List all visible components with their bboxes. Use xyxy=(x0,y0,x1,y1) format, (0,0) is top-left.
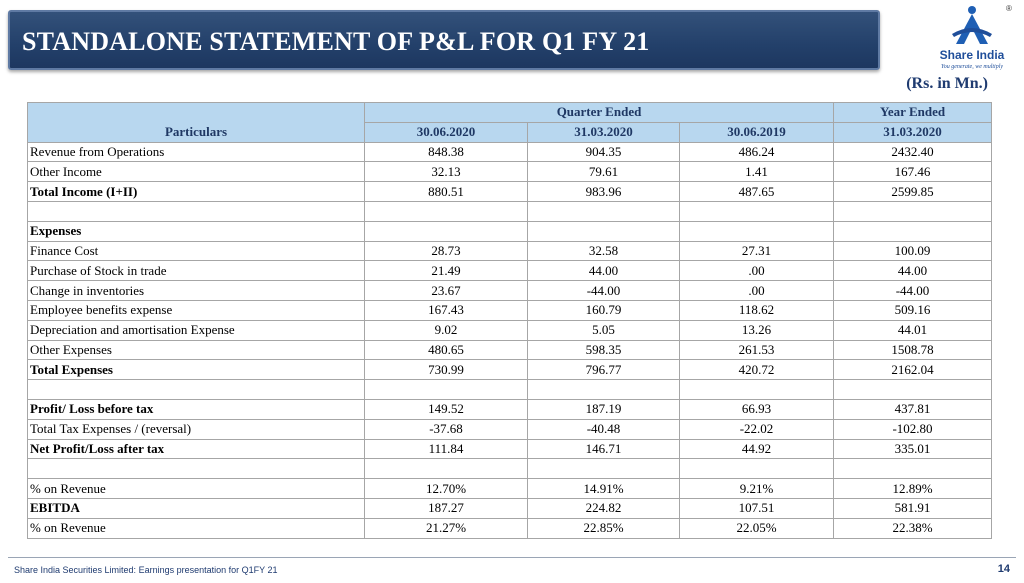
slide-title: STANDALONE STATEMENT OF P&L FOR Q1 FY 21 xyxy=(22,27,650,56)
row-value xyxy=(834,459,992,479)
table-period-header-row xyxy=(28,122,992,142)
table-row xyxy=(28,142,992,162)
table-row xyxy=(28,300,992,320)
logo-tagline: You generate, we multiply xyxy=(940,64,1004,70)
row-label: Depreciation and amortisation Expense xyxy=(28,320,365,340)
row-value xyxy=(365,380,528,400)
table-row xyxy=(28,419,992,439)
row-value: 9.21% xyxy=(680,479,834,499)
row-label: Net Profit/Loss after tax xyxy=(28,439,365,459)
period-header: 31.03.2020 xyxy=(834,122,992,142)
year-ended-header: Year Ended xyxy=(834,103,992,123)
table-row xyxy=(28,360,992,380)
row-value: 224.82 xyxy=(528,498,680,518)
row-value: 581.91 xyxy=(834,498,992,518)
row-value: 107.51 xyxy=(680,498,834,518)
row-label: Total Income (I+II) xyxy=(28,182,365,202)
row-label: Employee benefits expense xyxy=(28,300,365,320)
row-value: 5.05 xyxy=(528,320,680,340)
row-value: 848.38 xyxy=(365,142,528,162)
row-value xyxy=(528,201,680,221)
row-value: -40.48 xyxy=(528,419,680,439)
row-value: 2432.40 xyxy=(834,142,992,162)
row-value: 261.53 xyxy=(680,340,834,360)
table-row xyxy=(28,281,992,301)
row-label: Total Expenses xyxy=(28,360,365,380)
table-row xyxy=(28,479,992,499)
row-value: 146.71 xyxy=(528,439,680,459)
row-value xyxy=(528,221,680,241)
row-value xyxy=(528,380,680,400)
row-label xyxy=(28,201,365,221)
row-value: 118.62 xyxy=(680,300,834,320)
logo-name: Share India xyxy=(939,48,1005,62)
row-value: -44.00 xyxy=(834,281,992,301)
row-value: 9.02 xyxy=(365,320,528,340)
row-value: 32.58 xyxy=(528,241,680,261)
footer-divider xyxy=(8,557,1016,558)
table-row xyxy=(28,518,992,538)
row-value xyxy=(528,459,680,479)
row-label: Purchase of Stock in trade xyxy=(28,261,365,281)
table-row xyxy=(28,498,992,518)
table-row xyxy=(28,399,992,419)
row-value xyxy=(680,459,834,479)
row-label: Profit/ Loss before tax xyxy=(28,399,365,419)
row-value: 187.19 xyxy=(528,399,680,419)
quarter-ended-header: Quarter Ended xyxy=(365,103,834,123)
row-value: 13.26 xyxy=(680,320,834,340)
row-label: % on Revenue xyxy=(28,518,365,538)
row-value: 28.73 xyxy=(365,241,528,261)
row-label xyxy=(28,459,365,479)
row-value: -102.80 xyxy=(834,419,992,439)
row-value: 2599.85 xyxy=(834,182,992,202)
row-value: 22.05% xyxy=(680,518,834,538)
row-value xyxy=(834,221,992,241)
row-value: .00 xyxy=(680,281,834,301)
row-value: 79.61 xyxy=(528,162,680,182)
row-value: 23.67 xyxy=(365,281,528,301)
row-value: 509.16 xyxy=(834,300,992,320)
row-value: 22.85% xyxy=(528,518,680,538)
row-value: 598.35 xyxy=(528,340,680,360)
footer-text: Share India Securities Limited: Earnings presentation for Q1FY 21 xyxy=(14,565,278,575)
row-value: 32.13 xyxy=(365,162,528,182)
row-value: 487.65 xyxy=(680,182,834,202)
table-row xyxy=(28,380,992,400)
row-label: Expenses xyxy=(28,221,365,241)
table-row xyxy=(28,241,992,261)
table-row xyxy=(28,221,992,241)
row-value: -37.68 xyxy=(365,419,528,439)
period-header: 30.06.2020 xyxy=(365,122,528,142)
row-value: 730.99 xyxy=(365,360,528,380)
row-value: 796.77 xyxy=(528,360,680,380)
logo-emblem-icon xyxy=(944,4,1000,48)
table-row xyxy=(28,162,992,182)
row-value: 1508.78 xyxy=(834,340,992,360)
row-value: 437.81 xyxy=(834,399,992,419)
table-row xyxy=(28,320,992,340)
row-label: Total Tax Expenses / (reversal) xyxy=(28,419,365,439)
row-value: 904.35 xyxy=(528,142,680,162)
row-value: 983.96 xyxy=(528,182,680,202)
row-value: 167.46 xyxy=(834,162,992,182)
row-value: 167.43 xyxy=(365,300,528,320)
row-value xyxy=(365,201,528,221)
row-value: .00 xyxy=(680,261,834,281)
row-value xyxy=(680,221,834,241)
row-value: 21.27% xyxy=(365,518,528,538)
row-label: Revenue from Operations xyxy=(28,142,365,162)
row-value: 1.41 xyxy=(680,162,834,182)
row-value: -44.00 xyxy=(528,281,680,301)
row-label: Finance Cost xyxy=(28,241,365,261)
share-india-logo xyxy=(924,4,1020,80)
table-row xyxy=(28,340,992,360)
row-value: 44.00 xyxy=(834,261,992,281)
row-value: 100.09 xyxy=(834,241,992,261)
row-value: 111.84 xyxy=(365,439,528,459)
period-header: 30.06.2019 xyxy=(680,122,834,142)
row-value: 149.52 xyxy=(365,399,528,419)
row-value: 12.89% xyxy=(834,479,992,499)
row-value: 187.27 xyxy=(365,498,528,518)
row-value xyxy=(365,221,528,241)
row-value: 160.79 xyxy=(528,300,680,320)
row-label xyxy=(28,380,365,400)
row-value: 480.65 xyxy=(365,340,528,360)
row-value: 486.24 xyxy=(680,142,834,162)
row-value: 2162.04 xyxy=(834,360,992,380)
table-row xyxy=(28,261,992,281)
row-value: 335.01 xyxy=(834,439,992,459)
row-value: 66.93 xyxy=(680,399,834,419)
row-label: % on Revenue xyxy=(28,479,365,499)
row-value xyxy=(365,459,528,479)
table-row xyxy=(28,182,992,202)
row-value xyxy=(834,380,992,400)
units-label: (Rs. in Mn.) xyxy=(906,75,988,92)
row-value: 44.01 xyxy=(834,320,992,340)
row-value: 44.92 xyxy=(680,439,834,459)
row-value xyxy=(680,380,834,400)
row-label: Change in inventories xyxy=(28,281,365,301)
registered-mark: ® xyxy=(1006,4,1012,13)
table-group-header-row xyxy=(28,103,992,123)
row-value: 27.31 xyxy=(680,241,834,261)
row-value: 21.49 xyxy=(365,261,528,281)
period-header: 31.03.2020 xyxy=(528,122,680,142)
row-value: 880.51 xyxy=(365,182,528,202)
slide-title-bar xyxy=(8,10,880,70)
row-value: 12.70% xyxy=(365,479,528,499)
table-row xyxy=(28,201,992,221)
row-label: Other Expenses xyxy=(28,340,365,360)
row-value xyxy=(680,201,834,221)
row-value: 420.72 xyxy=(680,360,834,380)
page-number: 14 xyxy=(997,563,1010,575)
table-row xyxy=(28,439,992,459)
pl-statement-table xyxy=(27,102,992,539)
row-value: 44.00 xyxy=(528,261,680,281)
row-value: 14.91% xyxy=(528,479,680,499)
table-row xyxy=(28,459,992,479)
row-value: -22.02 xyxy=(680,419,834,439)
row-label: Other Income xyxy=(28,162,365,182)
particulars-header-top xyxy=(28,103,365,123)
row-label: EBITDA xyxy=(28,498,365,518)
particulars-header: Particulars xyxy=(28,122,365,142)
row-value xyxy=(834,201,992,221)
row-value: 22.38% xyxy=(834,518,992,538)
